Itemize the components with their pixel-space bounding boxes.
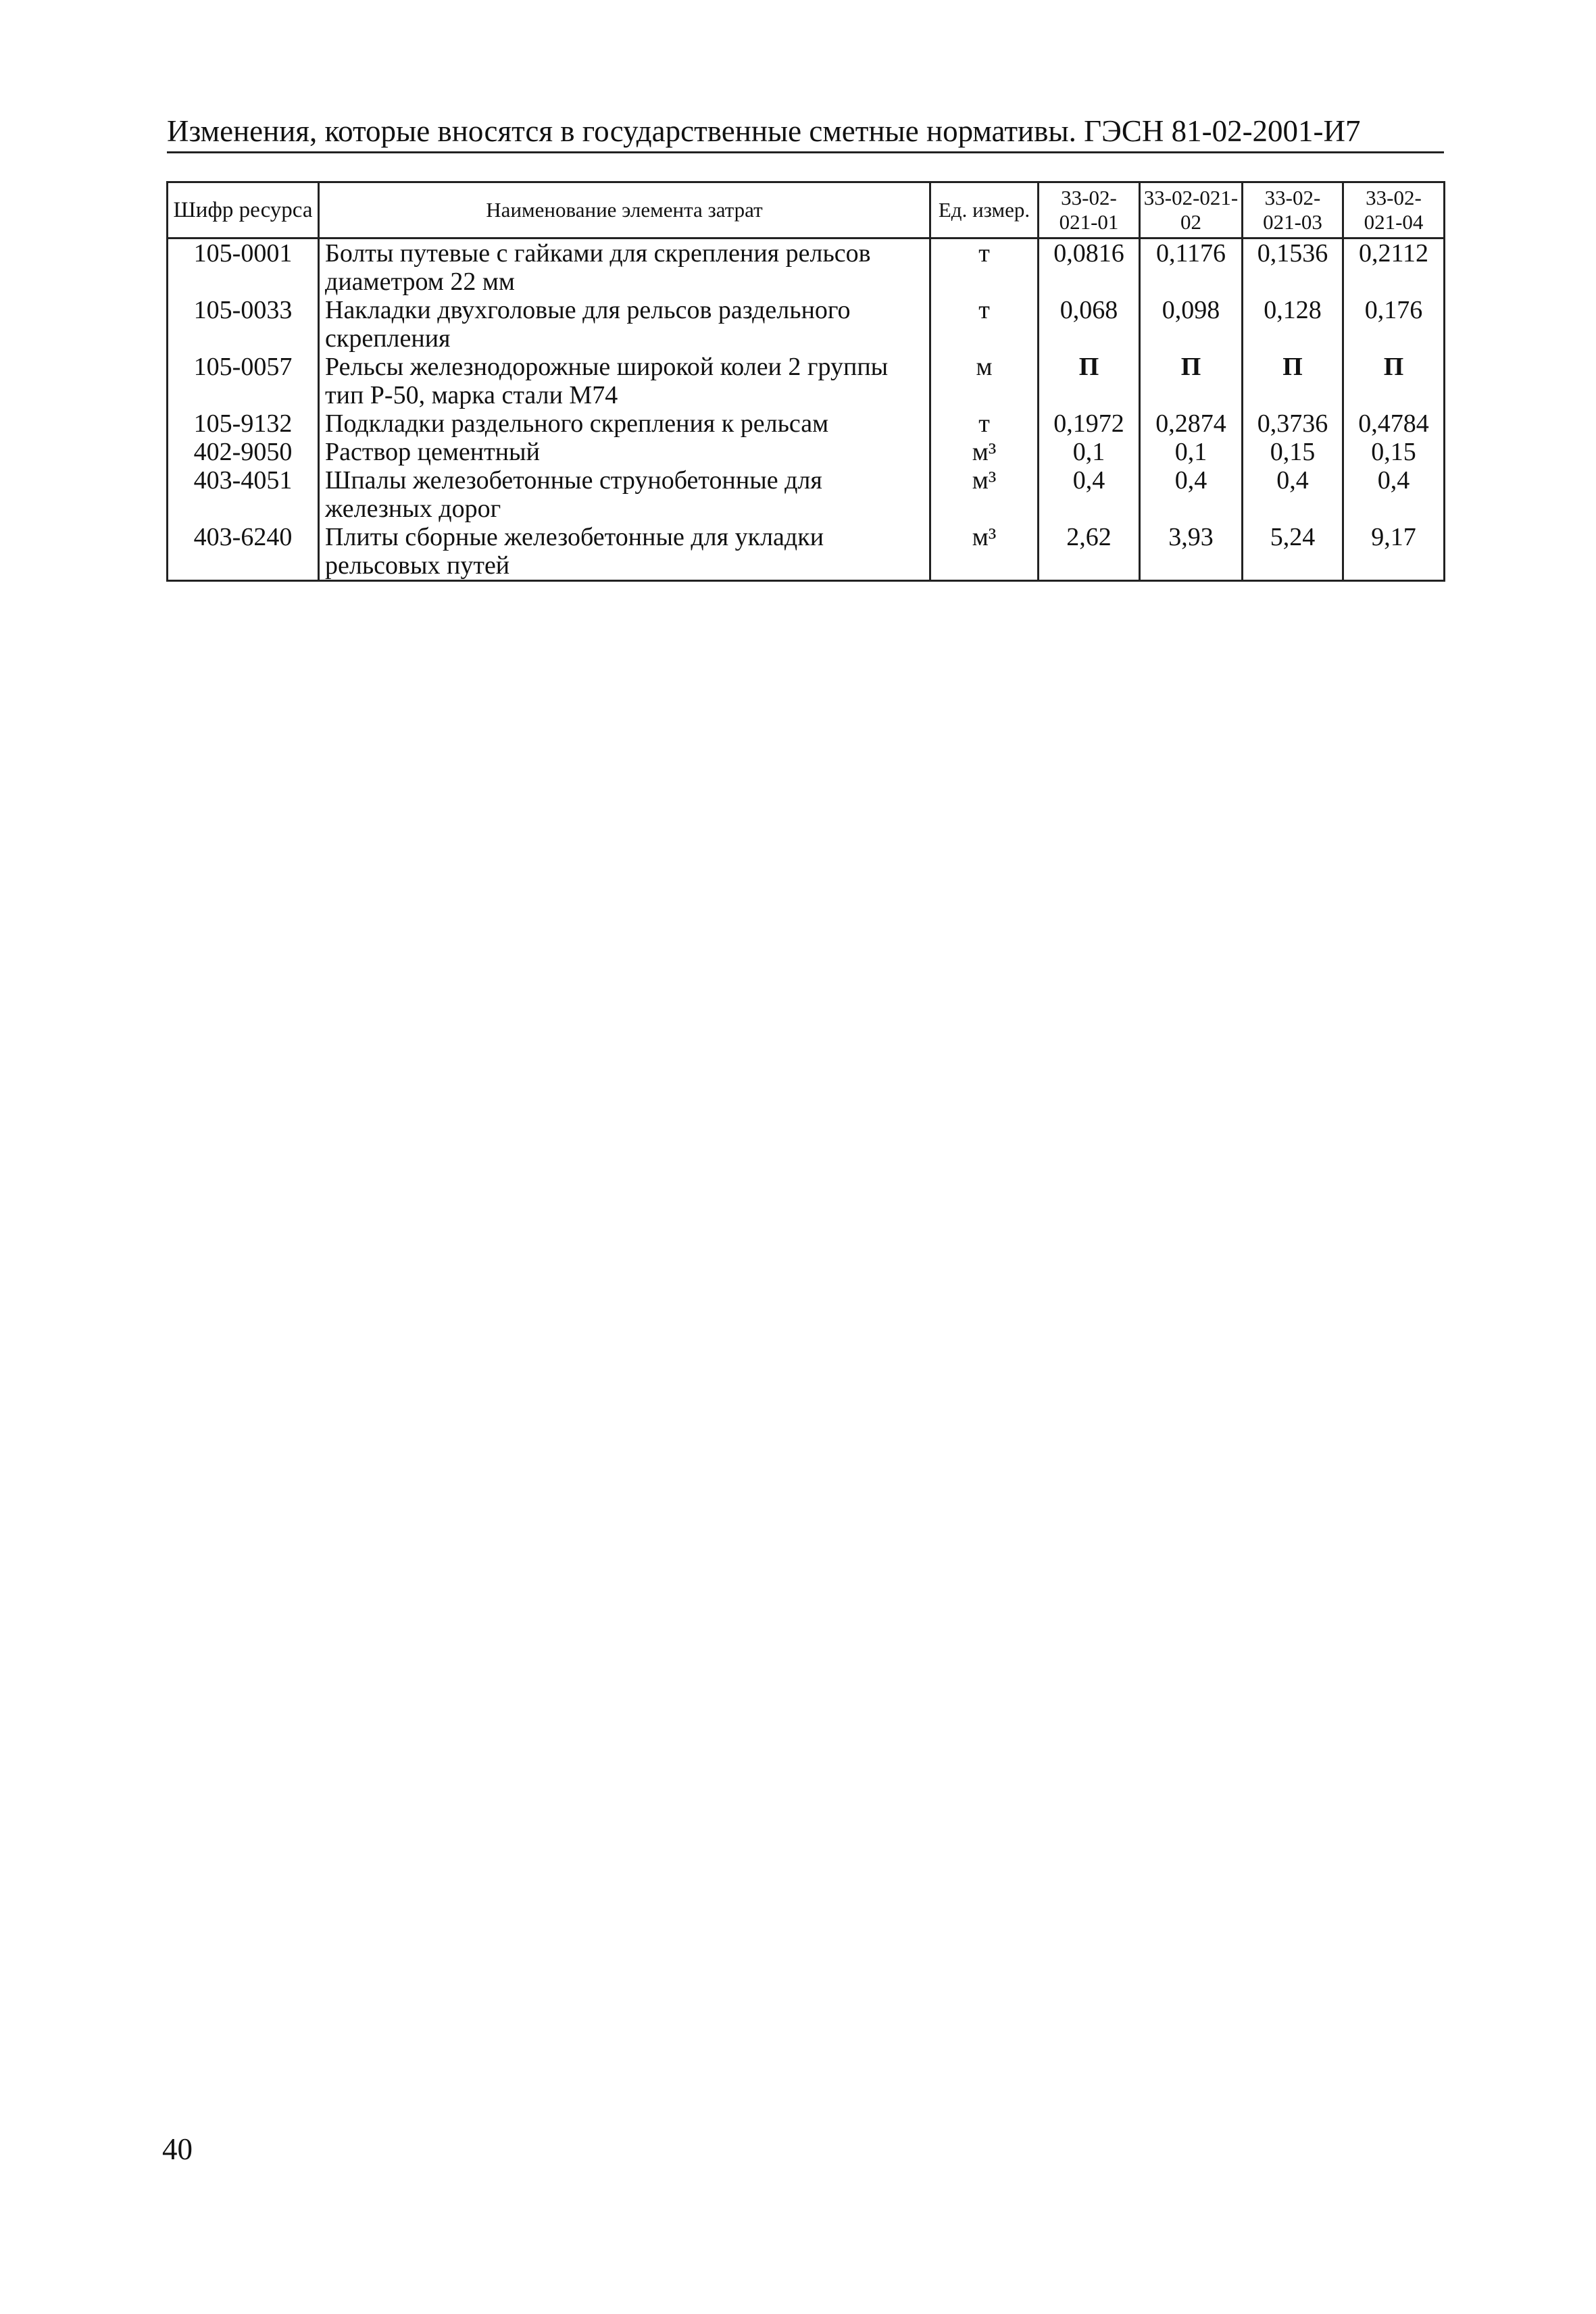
row-value-2: 0,4	[1140, 466, 1243, 523]
row-value-1: 0,0816	[1039, 238, 1140, 297]
table-row	[168, 296, 1445, 353]
row-code: 105-0057	[168, 353, 319, 409]
row-value-1: П	[1039, 353, 1140, 409]
row-code: 105-9132	[168, 409, 319, 438]
row-value-3: П	[1243, 353, 1343, 409]
row-code: 403-6240	[168, 523, 319, 581]
row-value-3: 0,4	[1243, 466, 1343, 523]
row-code: 402-9050	[168, 438, 319, 466]
row-value-4: 0,15	[1343, 438, 1445, 466]
row-value-3: 5,24	[1243, 523, 1343, 581]
table-row	[168, 523, 1445, 581]
resource-table	[166, 181, 1445, 582]
row-unit: т	[930, 296, 1039, 353]
row-value-2: 3,93	[1140, 523, 1243, 581]
row-name: Подкладки раздельного скрепления к рельсам	[319, 409, 930, 438]
row-name: Шпалы железобетонные струнобетонные для железных дорог	[319, 466, 930, 523]
table-row	[168, 438, 1445, 466]
row-name: Болты путевые с гайками для скрепления рельсов диаметром 22 мм	[319, 238, 930, 297]
row-value-1: 0,4	[1039, 466, 1140, 523]
row-value-2: 0,1	[1140, 438, 1243, 466]
row-name: Накладки двухголовые для рельсов раздельного скрепления	[319, 296, 930, 353]
header-norm-3: 33-02-021-03	[1243, 182, 1343, 238]
row-name: Рельсы железнодорожные широкой колеи 2 группы тип Р-50, марка стали М74	[319, 353, 930, 409]
table-row	[168, 353, 1445, 409]
header-norm-1: 33-02-021-01	[1039, 182, 1140, 238]
header-name: Наименование элемента затрат	[319, 182, 930, 238]
row-value-2: 0,098	[1140, 296, 1243, 353]
row-value-4: 0,2112	[1343, 238, 1445, 297]
header-code: Шифр ресурса	[168, 182, 319, 238]
row-code: 105-0033	[168, 296, 319, 353]
row-value-3: 0,3736	[1243, 409, 1343, 438]
header-unit: Ед. измер.	[930, 182, 1039, 238]
row-value-3: 0,1536	[1243, 238, 1343, 297]
row-value-1: 2,62	[1039, 523, 1140, 581]
row-unit: м³	[930, 523, 1039, 581]
table-row	[168, 238, 1445, 297]
table-row	[168, 466, 1445, 523]
row-value-1: 0,1972	[1039, 409, 1140, 438]
row-value-3: 0,128	[1243, 296, 1343, 353]
page-number: 40	[162, 2132, 193, 2166]
row-value-2: П	[1140, 353, 1243, 409]
header-norm-2: 33-02-021-02	[1140, 182, 1243, 238]
row-name: Плиты сборные железобетонные для укладки рельсовых путей	[319, 523, 930, 581]
table-row	[168, 409, 1445, 438]
row-value-4: 0,4784	[1343, 409, 1445, 438]
table-header-row	[168, 182, 1445, 238]
row-value-4: П	[1343, 353, 1445, 409]
row-code: 105-0001	[168, 238, 319, 297]
row-value-2: 0,2874	[1140, 409, 1243, 438]
row-value-3: 0,15	[1243, 438, 1343, 466]
row-unit: м³	[930, 438, 1039, 466]
row-value-4: 9,17	[1343, 523, 1445, 581]
row-code: 403-4051	[168, 466, 319, 523]
row-unit: т	[930, 409, 1039, 438]
header-norm-4: 33-02-021-04	[1343, 182, 1445, 238]
row-unit: т	[930, 238, 1039, 297]
row-name: Раствор цементный	[319, 438, 930, 466]
row-value-4: 0,4	[1343, 466, 1445, 523]
row-unit: м	[930, 353, 1039, 409]
row-unit: м³	[930, 466, 1039, 523]
row-value-1: 0,068	[1039, 296, 1140, 353]
row-value-4: 0,176	[1343, 296, 1445, 353]
row-value-1: 0,1	[1039, 438, 1140, 466]
row-value-2: 0,1176	[1140, 238, 1243, 297]
page-header: Изменения, которые вносятся в государственные сметные нормативы. ГЭСН 81-02-2001-И7	[167, 114, 1444, 153]
